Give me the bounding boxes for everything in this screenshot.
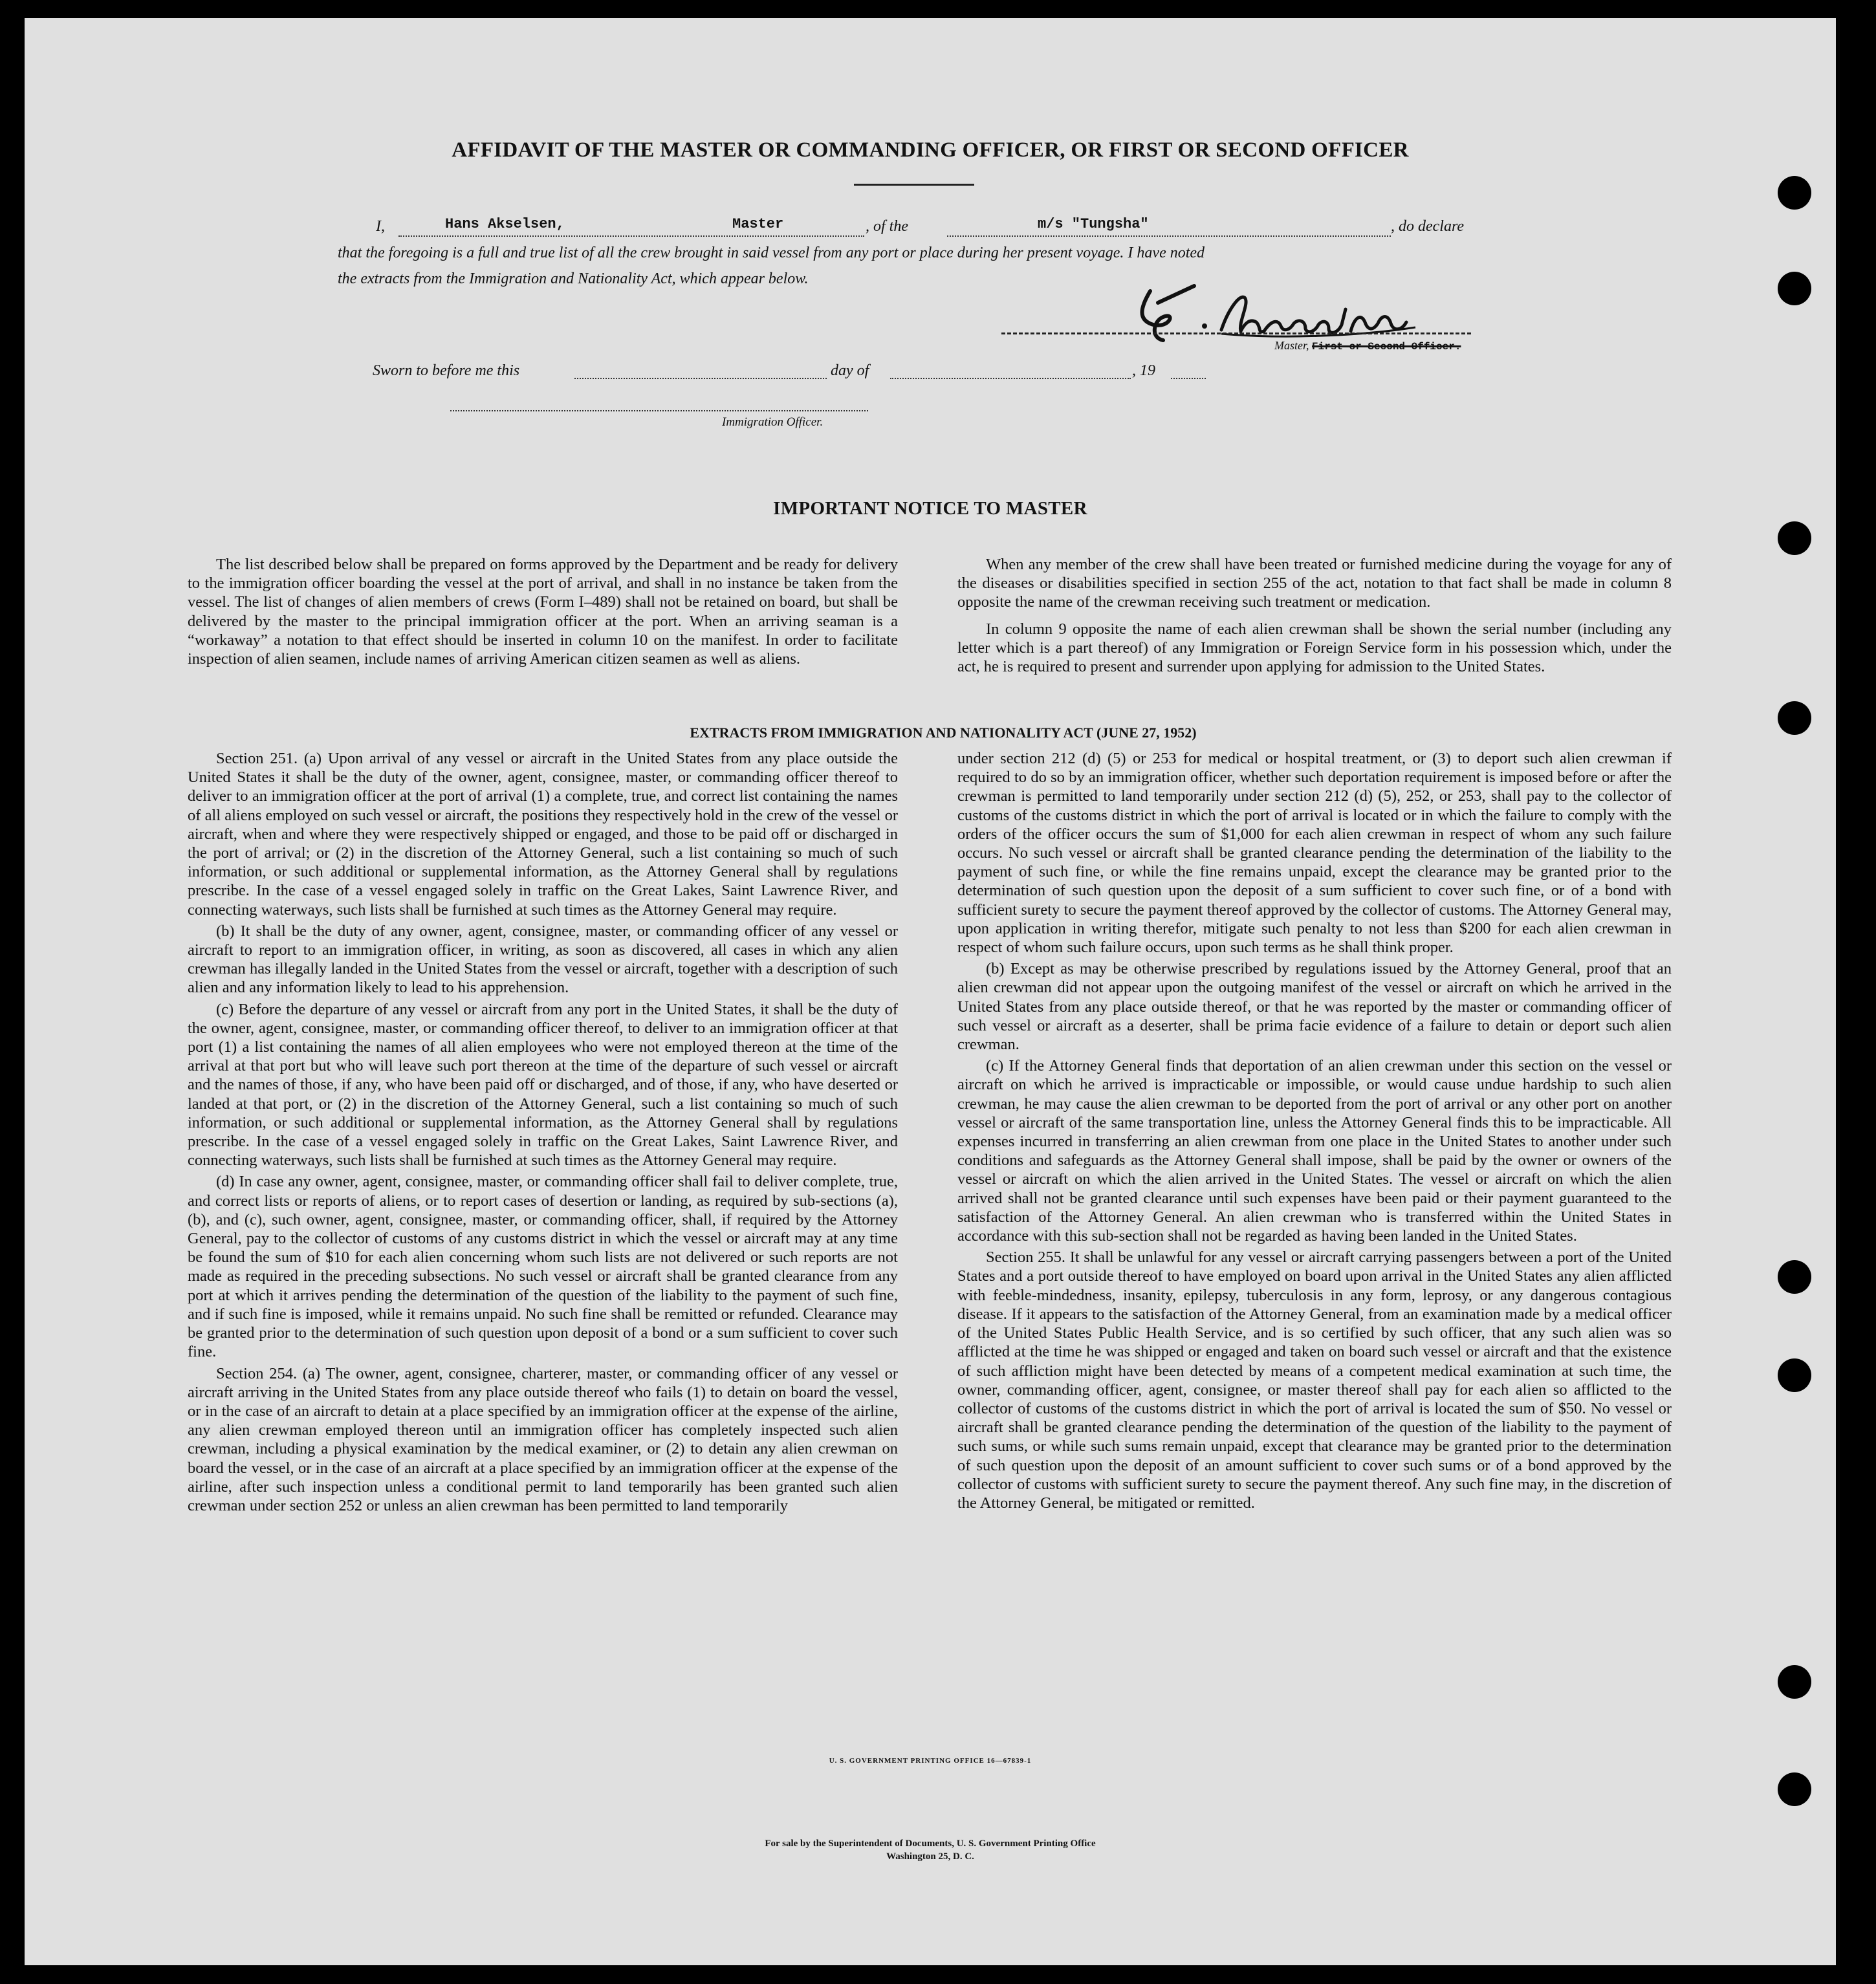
- extracts-right-column: [957, 749, 1672, 1515]
- notice-paragraph: When any member of the crew shall have been treated or furnished medicine during the voyage for any of the diseases or disabilities specified in section 255 of the act, notation to that fact shall be made in column 8 opposite the name of the crewman receiving such treatment or medication.: [957, 556, 1672, 611]
- act-paragraph: under section 212 (d) (5) or 253 for medical or hospital treatment, or (3) to deport such alien crewman if required to do so by an immigration officer, whether such deportation requirement is imposed before or after the crewman is permitted to land temporarily under section 212 (d) (5), 252, or 253, shall pay to the collector of customs of the customs district in which the port of arrival is located or in which the failure to comply with the orders of the officer occurs the sum of $1,000 for each alien crewman in respect of whom any such failure occurs. No such vessel or aircraft shall be granted clearance pending the determination of the liability to the payment of such fine, or while the fine remains unpaid, except the clearance may be granted prior to the determination of such question upon the deposit of a sum sufficient to cover such fine, or of a bond with sufficient surety to secure the payment thereof approved by the collector of customs. The Attorney General may, upon application in writing therefor, mitigate such penalty to not less than $200 for each alien crewman in respect of whom such failure occurs, upon such terms as he shall think proper.: [957, 750, 1672, 957]
- notice-right-column: [957, 555, 1672, 679]
- sale-line-1: For sale by the Superintendent of Documents, U. S. Government Printing Office: [765, 1838, 1096, 1849]
- immigration-officer-label: Immigration Officer.: [722, 415, 823, 429]
- printing-office-line: U. S. GOVERNMENT PRINTING OFFICE 16—67839-1: [829, 1757, 1032, 1765]
- punch-hole: [1778, 1358, 1811, 1392]
- act-paragraph: (b) It shall be the duty of any owner, agent, consignee, master, or commanding officer of any vessel or aircraft to report to an immigration officer, in writing, as soon as discovered, all cases in which any alien crewman has illegally landed in the United States from the vessel or aircraft, together with a description of such alien and any information likely to lead to his apprehension.: [188, 922, 898, 997]
- struck-officer-title: First or Second Officer.: [1312, 341, 1461, 353]
- signature-line: [1001, 332, 1471, 334]
- act-paragraph: (c) Before the departure of any vessel or aircraft from any port in the United States, it shall be the duty of the owner, agent, consignee, master, or commanding officer thereof, to deliver to an immigration officer at that port (1) a list containing the names of all alien employees who were not employed thereon at the time of the arrival at that port but who will leave such port thereon at the time of the departure of such vessel or aircraft and the names of those, if any, who have been paid off or discharged, and of those, if any, who have deserted or landed at that port, or (2) in the discretion of the Attorney General, such a list containing so much of such information, or such additional or supplemental information, as the Attorney General shall by regulations prescribe. In the case of a vessel engaged solely in traffic on the Great Lakes, Saint Lawrence River, and connecting waterways, such lists shall be furnished at such times as the Attorney General may require.: [188, 1000, 898, 1170]
- signer-title: [1274, 339, 1461, 353]
- of-the-label: , of the: [866, 218, 908, 235]
- notice-paragraph: In column 9 opposite the name of each alien crewman shall be shown the serial number (including any letter which is a part thereof) of any Immigration or Foreign Service form in his possession which, under the act, he is required to present and surrender upon applying for admission to the United States.: [957, 620, 1672, 676]
- punch-hole: [1778, 521, 1811, 555]
- punch-hole: [1778, 1772, 1811, 1806]
- immigration-officer-line: [450, 410, 868, 411]
- notice-left-column: [188, 555, 898, 671]
- extracts-left-column: [188, 749, 898, 1518]
- notice-title: IMPORTANT NOTICE TO MASTER: [773, 498, 1087, 519]
- notice-paragraph: The list described below shall be prepared on forms approved by the Department and be ready for delivery to the immigration officer boarding the vessel at the port of arrival, and shall in no instance be taken from the vessel. The list of changes of alien members of crews (Form I–489) shall not be retained on board, but shall be delivered by the master to the principal immigration officer at the port. When an arriving seaman is a “workaway” a notation to that effect should be inserted in column 10 on the manifest. In order to facilitate inspection of alien seamen, include names of arriving American citizen seamen as well as aliens.: [188, 556, 898, 668]
- master-title-label: Master,: [1274, 339, 1309, 352]
- act-paragraph: Section 251. (a) Upon arrival of any vessel or aircraft in the United States from any place outside the United States it shall be the duty of the owner, agent, consignee, master, or commanding officer thereof to deliver to an immigration officer at the port of arrival (1) a complete, true, and correct list containing the names of all aliens employed on such vessel or aircraft, the positions they respectively hold in the crew of the vessel or aircraft, when and where they were respectively shipped or engaged, and those to be paid off or discharged in the port of arrival; or (2) in the discretion of the Attorney General, such a list containing so much of such information, or such additional or supplemental information, as the Attorney General shall by regulations prescribe. In the case of a vessel engaged solely in traffic on the Great Lakes, Saint Lawrence River, and connecting waterways, such lists shall be furnished at such times as the Attorney General may require.: [188, 750, 898, 919]
- master-name: Hans Akselsen,: [445, 216, 565, 232]
- year-label: , 19: [1132, 362, 1155, 379]
- i-label: I,: [376, 218, 385, 235]
- title-underline: [854, 184, 974, 186]
- master-rank: Master: [732, 216, 784, 232]
- act-paragraph: Section 254. (a) The owner, agent, consignee, charterer, master, or commanding officer of any vessel or aircraft arriving in the United States from any place outside thereof who fails (1) to detain on board the vessel, or in the case of an aircraft to detain at a place specified by an immigration officer at the expense of the airline, any alien crewman employed thereon until an immigration officer has completely inspected such alien crewman, including a physical examination by the medical examiner, or (2) to detain any alien crewman on board the vessel, or in the case of an aircraft at a place specified by an immigration officer at the expense of the airline, after such inspection unless a conditional permit to land temporarily has been granted such alien crewman under section 252 or unless an alien crewman has been permitted to land temporarily: [188, 1364, 898, 1514]
- sworn-month-line: [890, 378, 1131, 379]
- act-paragraph: Section 255. It shall be unlawful for any vessel or aircraft carrying passengers between a port of the United States and a port outside thereof to have employed on board upon arrival in the United States any alien afflicted with feeble-mindedness, insanity, epilepsy, tuberculosis in any form, leprosy, or any dangerous contagious disease. If it appears to the satisfaction of the Attorney General, from an examination made by a medical officer of the United States Public Health Service, and is so certified by such officer, that any such alien was so afflicted at the time he was shipped or engaged and taken on board such vessel or aircraft and that the existence of such affliction might have been detected by means of a competent medical examination at such time, the owner, commanding officer, agent, consignee, or master thereof shall pay for each alien so afflicted to the collector of customs of the customs district in which the port of arrival is located the sum of $50. No vessel or aircraft shall be granted clearance pending the determination of the question of the liability to the payment of such sums, or while such sums remain unpaid, except that clearance may be granted prior to the determination of such question upon the deposit of an amount sufficient to cover such sums or of a bond approved by the collector of customs with sufficient surety to secure the payment thereof. Any such fine may, in the discretion of the Attorney General, be mitigated or remitted.: [957, 1248, 1672, 1512]
- sworn-label: Sworn to before me this: [373, 362, 520, 379]
- master-signature: [1124, 272, 1461, 349]
- affidavit-title: AFFIDAVIT OF THE MASTER OR COMMANDING OFFICER, OR FIRST OR SECOND OFFICER: [452, 138, 1409, 162]
- punch-hole: [1778, 272, 1811, 305]
- vessel-fill-line: [947, 235, 1391, 237]
- year-line: [1171, 378, 1206, 379]
- day-of-label: day of: [831, 362, 869, 379]
- punch-hole: [1778, 1665, 1811, 1699]
- act-paragraph: (d) In case any owner, agent, consignee, master, or commanding officer shall fail to deliver complete, true, and correct lists or reports of aliens, or to report cases of desertion or landing, as required by sub-sections (a), (b), and (c), such owner, agent, consignee, master, or commanding officer, shall, if required by the Attorney General, pay to the collector of customs of any customs district in which the vessel or aircraft may at any time be found the sum of $10 for each alien concerning whom such lists are not delivered or such reports are not made as required in the preceding subsections. No such vessel or aircraft shall be granted clearance from any port at which it arrives pending the determination of the question of the liability to the payment of such fine, and if such fine is imposed, while it remains unpaid. No such fine shall be remitted or refunded. Clearance may be granted prior to the determination of such question upon deposit of a bond or a sum sufficient to cover such fine.: [188, 1173, 898, 1361]
- do-declare-label: , do declare: [1391, 218, 1465, 235]
- act-paragraph: (b) Except as may be otherwise prescribed by regulations issued by the Attorney General, proof that an alien crewman did not appear upon the outgoing manifest of the vessel or aircraft on which he arrived in the United States from any place outside thereof, or that he was reported by the master or commanding officer of such vessel or aircraft as a deserter, shall be prima facie evidence of a failure to detain or deport such alien crewman.: [957, 960, 1672, 1054]
- punch-hole: [1778, 1260, 1811, 1294]
- affidavit-line-3: the extracts from the Immigration and Nationality Act, which appear below.: [338, 270, 809, 287]
- punch-hole: [1778, 176, 1811, 210]
- act-paragraph: (c) If the Attorney General finds that deportation of an alien crewman under this section on the vessel or aircraft on which he arrived is impracticable or impossible, or would cause undue hardship to such alien crewman, he may cause the alien crewman to be deported from the port of arrival or any other port on another vessel or aircraft of the same transportation line, unless the Attorney General finds this to be impracticable. All expenses incurred in transferring an alien crewman from one place in the United States to another under such conditions and safeguards as the Attorney General shall impose, shall be paid by the owner or owners of the vessel or aircraft on which the alien arrived in the United States. The vessel or aircraft on which the alien arrived shall not be granted clearance until such expenses have been paid or their payment guaranteed to the satisfaction of the Attorney General. An alien crewman who is transferred within the United States in accordance with this sub-section shall not be regarded as having been landed in the United States.: [957, 1057, 1672, 1245]
- sale-line-2: Washington 25, D. C.: [886, 1851, 974, 1862]
- sworn-day-line: [574, 378, 827, 379]
- affidavit-line-2: that the foregoing is a full and true list of all the crew brought in said vessel from any port or place during her present voyage. I have noted: [338, 245, 1205, 261]
- vessel-name: m/s "Tungsha": [1038, 216, 1149, 232]
- document-page: [25, 18, 1836, 1965]
- name-fill-line: [398, 235, 864, 237]
- extracts-title: EXTRACTS FROM IMMIGRATION AND NATIONALITY ACT (JUNE 27, 1952): [690, 725, 1197, 741]
